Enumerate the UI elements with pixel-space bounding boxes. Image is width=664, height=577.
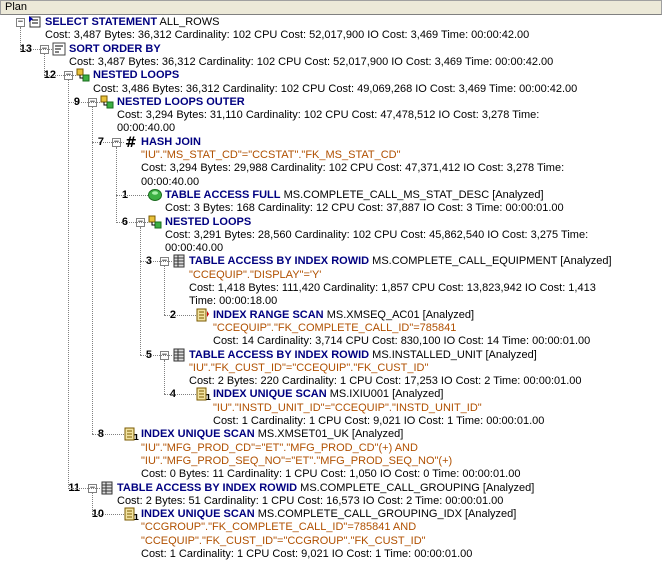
- operation-name: HASH JOIN: [141, 135, 201, 148]
- predicate-text: "IU"."FK_CUST_ID"="CCEQUIP"."FK_CUST_ID": [189, 361, 429, 374]
- collapse-toggle-icon[interactable]: −: [89, 482, 96, 493]
- operation-name: SORT ORDER BY: [69, 42, 161, 55]
- plan-step-number: 4: [169, 388, 176, 401]
- nested-loops-icon: [148, 215, 162, 229]
- plan-step-number: 6: [121, 215, 128, 228]
- tree-connector-line: [92, 107, 93, 435]
- plan-step-number: 1: [121, 188, 128, 201]
- object-name: MS.COMPLETE_CALL_GROUPING_IDX [Analyzed]: [257, 508, 517, 521]
- cost-stats-text: Cost: 2 Bytes: 51 Cardinality: 1 CPU Cost: 16,573 IO Cost: 2 Time: 00:00:01.00: [117, 494, 504, 507]
- operation-name: INDEX RANGE SCAN: [213, 308, 324, 321]
- tree-connector-line: [116, 147, 117, 222]
- object-name: MS.COMPLETE_CALL_EQUIPMENT [Analyzed]: [372, 255, 612, 268]
- cost-stats-text: Cost: 3,487 Bytes: 36,312 Cardinality: 102 CPU Cost: 52,017,900 IO Cost: 3,469 Time: 00:00:42.00: [45, 29, 530, 42]
- tree-connector-line: [116, 195, 148, 196]
- plan-step-number: 10: [91, 508, 104, 521]
- plan-step-number: 11: [68, 481, 80, 494]
- tree-connector-line: [140, 261, 172, 262]
- plan-node-title[interactable]: [141, 428, 403, 440]
- operation-name: INDEX UNIQUE SCAN: [141, 508, 255, 521]
- plan-node-title[interactable]: [69, 43, 161, 55]
- collapse-toggle-icon[interactable]: −: [113, 136, 120, 147]
- plan-panel-title: Plan: [5, 1, 28, 13]
- tree-connector-line: [164, 394, 196, 395]
- predicate-text: "CCEQUIP"."FK_CUST_ID"="CCGROUP"."FK_CUST_ID": [141, 534, 426, 547]
- index-unique-scan-icon: [196, 387, 210, 401]
- plan-node-title[interactable]: [189, 349, 537, 361]
- plan-node-title[interactable]: [165, 189, 544, 201]
- plan-step-number: 9: [73, 95, 80, 108]
- table-rowid-icon: [172, 254, 186, 268]
- operation-name: INDEX UNIQUE SCAN: [213, 388, 327, 401]
- cost-stats-text: Cost: 3,294 Bytes: 29,988 Cardinality: 102 CPU Cost: 47,371,412 IO Cost: 3,278 Time:: [141, 162, 565, 175]
- cost-stats-text: Cost: 3,487 Bytes: 36,312 Cardinality: 102 CPU Cost: 52,017,900 IO Cost: 3,469 Time: 00:00:42.00: [69, 55, 554, 68]
- tree-connector-line: [164, 360, 165, 395]
- predicate-text: "IU"."MS_STAT_CD"="CCSTAT"."FK_MS_STAT_CD": [141, 149, 401, 161]
- object-name: MS.IXIU001 [Analyzed]: [329, 388, 444, 401]
- cost-stats-text: Cost: 1,418 Bytes: 111,420 Cardinality: 1,857 CPU Cost: 13,823,942 IO Cost: 1,413: [189, 282, 596, 294]
- operation-name: NESTED LOOPS: [93, 69, 180, 82]
- cost-stats-text: Cost: 1 Cardinality: 1 CPU Cost: 9,021 IO Cost: 1 Time: 00:00:01.00: [141, 548, 473, 560]
- plan-step-number: 2: [169, 308, 176, 321]
- cost-stats-text: Cost: 3,486 Bytes: 36,312 Cardinality: 102 CPU Cost: 49,069,268 IO Cost: 3,469 Time: 00:00:42.00: [93, 82, 578, 95]
- plan-panel-header: [0, 0, 662, 15]
- tree-connector-line: [164, 315, 196, 316]
- cost-stats-text: Time: 00:00:18.00: [189, 295, 278, 308]
- plan-node-title[interactable]: [117, 96, 245, 108]
- hash-join-icon: [124, 135, 138, 149]
- tree-connector-line: [92, 514, 124, 515]
- plan-node-title[interactable]: [117, 482, 534, 494]
- plan-step-number: 7: [97, 135, 104, 148]
- plan-step-number: 8: [97, 428, 104, 441]
- svg-text:1: 1: [133, 513, 140, 523]
- sort-icon: [52, 42, 66, 56]
- plan-step-number: 3: [145, 255, 152, 268]
- cost-stats-text: Cost: 1 Cardinality: 1 CPU Cost: 9,021 IO Cost: 1 Time: 00:00:01.00: [213, 415, 545, 427]
- cost-stats-text: 00:00:40.00: [141, 175, 200, 188]
- collapse-toggle-icon[interactable]: −: [41, 43, 48, 54]
- tree-connector-line: [68, 102, 100, 103]
- index-unique-scan-icon: [124, 427, 138, 441]
- plan-step-number: 5: [145, 348, 152, 361]
- plan-node-title[interactable]: [141, 508, 516, 520]
- tree-connector-line: [44, 54, 45, 76]
- predicate-text: "CCEQUIP"."DISPLAY"='Y': [189, 268, 322, 281]
- object-name: MS.XMSEQ_AC01 [Analyzed]: [326, 308, 475, 321]
- plan-node-title[interactable]: [165, 216, 251, 228]
- operation-name: INDEX UNIQUE SCAN: [141, 428, 255, 441]
- predicate-text: "CCEQUIP"."FK_COMPLETE_CALL_ID"=785841: [213, 321, 457, 334]
- plan-step-number: 12: [43, 69, 56, 82]
- object-name: MS.COMPLETE_CALL_GROUPING [Analyzed]: [300, 481, 535, 494]
- cost-stats-text: Cost: 14 Cardinality: 3,714 CPU Cost: 830,100 IO Cost: 14 Time: 00:00:01.00: [213, 335, 591, 348]
- cost-stats-text: Cost: 3,294 Bytes: 31,110 Cardinality: 102 CPU Cost: 47,478,512 IO Cost: 3,278 Time:: [117, 109, 540, 122]
- tree-connector-line: [68, 488, 100, 489]
- table-rowid-icon: [172, 348, 186, 362]
- collapse-toggle-icon[interactable]: −: [17, 17, 24, 27]
- svg-text:1: 1: [133, 433, 140, 443]
- tree-connector-line: [92, 493, 93, 515]
- object-name: MS.XMSET01_UK [Analyzed]: [257, 428, 404, 441]
- object-name: MS.COMPLETE_CALL_MS_STAT_DESC [Analyzed]: [283, 188, 544, 201]
- predicate-text: "IU"."MFG_PROD_SEQ_NO"="ET"."MFG_PROD_SEQ_NO"(+): [141, 454, 453, 467]
- cost-stats-text: 00:00:40.00: [165, 242, 224, 255]
- collapse-toggle-icon[interactable]: −: [65, 70, 72, 81]
- operation-name: SELECT STATEMENT: [45, 16, 158, 28]
- tree-connector-line: [116, 222, 148, 223]
- table-full-icon: [148, 188, 162, 202]
- svg-text:#: #: [125, 134, 137, 151]
- plan-node-title[interactable]: [189, 255, 612, 267]
- tree-connector-line: [44, 75, 76, 76]
- object-name: ALL_ROWS: [159, 16, 220, 28]
- index-unique-scan-icon: [124, 507, 138, 521]
- plan-node-title[interactable]: [93, 69, 179, 81]
- tree-connector-line: [140, 227, 141, 355]
- select-statement-icon: [28, 15, 42, 29]
- cost-stats-text: 00:00:40.00: [117, 122, 176, 135]
- collapse-toggle-icon[interactable]: −: [161, 256, 168, 267]
- cost-stats-text: Cost: 3 Bytes: 168 Cardinality: 12 CPU Cost: 37,887 IO Cost: 3 Time: 00:00:01.00: [165, 202, 564, 215]
- collapse-toggle-icon[interactable]: −: [161, 349, 168, 360]
- operation-name: TABLE ACCESS BY INDEX ROWID: [189, 255, 370, 268]
- plan-step-number: 13: [19, 42, 32, 55]
- object-name: MS.INSTALLED_UNIT [Analyzed]: [372, 348, 537, 361]
- plan-node-title[interactable]: [141, 136, 201, 148]
- index-range-scan-icon: [196, 308, 210, 322]
- operation-name: NESTED LOOPS: [165, 215, 252, 228]
- predicate-text: "IU"."INSTD_UNIT_ID"="CCEQUIP"."INSTD_UNIT_ID": [213, 401, 482, 414]
- nested-loops-icon: [76, 68, 90, 82]
- tree-connector-line: [92, 434, 124, 435]
- operation-name: NESTED LOOPS OUTER: [117, 95, 245, 108]
- operation-name: TABLE ACCESS BY INDEX ROWID: [189, 348, 370, 361]
- operation-name: TABLE ACCESS FULL: [165, 188, 281, 201]
- tree-connector-line: [92, 142, 124, 143]
- plan-node-title[interactable]: [213, 388, 443, 400]
- collapse-toggle-icon[interactable]: −: [89, 96, 96, 107]
- tree-connector-line: [20, 27, 21, 49]
- execution-plan-tree[interactable]: [0, 15, 664, 577]
- tree-connector-line: [68, 80, 69, 487]
- predicate-text: "CCGROUP"."FK_COMPLETE_CALL_ID"=785841 AND: [141, 521, 417, 534]
- cost-stats-text: Cost: 3,291 Bytes: 28,560 Cardinality: 102 CPU Cost: 45,862,540 IO Cost: 3,275 Time:: [165, 228, 589, 241]
- predicate-text: "IU"."MFG_PROD_CD"="ET"."MFG_PROD_CD"(+) AND: [141, 441, 418, 454]
- plan-node-title[interactable]: [213, 309, 474, 321]
- cost-stats-text: Cost: 2 Bytes: 220 Cardinality: 1 CPU Cost: 17,253 IO Cost: 2 Time: 00:00:01.00: [189, 375, 582, 388]
- tree-connector-line: [140, 355, 172, 356]
- collapse-toggle-icon[interactable]: −: [137, 216, 144, 227]
- table-rowid-icon: [100, 481, 114, 495]
- operation-name: TABLE ACCESS BY INDEX ROWID: [117, 481, 298, 494]
- tree-connector-line: [20, 49, 52, 50]
- cost-stats-text: Cost: 0 Bytes: 11 Cardinality: 1 CPU Cost: 1,050 IO Cost: 0 Time: 00:00:01.00: [141, 468, 521, 481]
- svg-text:1: 1: [205, 393, 212, 403]
- nested-loops-icon: [100, 95, 114, 109]
- plan-node-title[interactable]: [45, 16, 219, 28]
- tree-connector-line: [164, 266, 165, 314]
